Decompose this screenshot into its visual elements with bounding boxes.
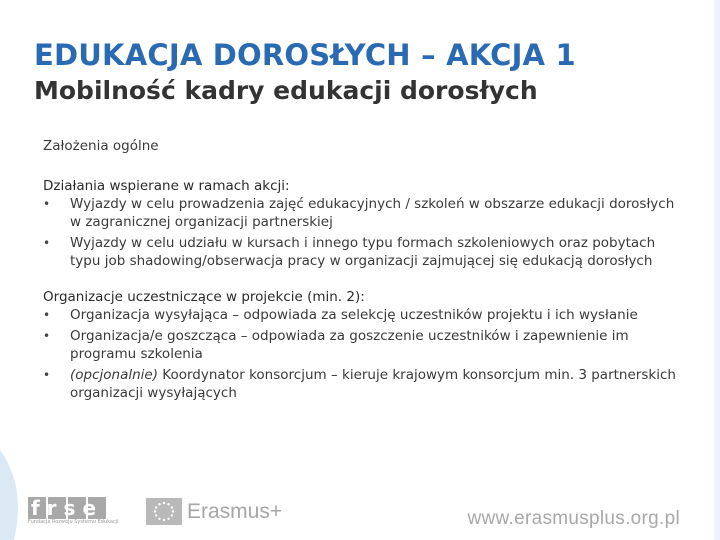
intro-heading: Założenia ogólne [43,138,159,154]
bullet-icon: • [43,329,51,343]
list-item: • Organizacja wysyłająca – odpowiada za selekcję uczestników projektu i ich wysłanie [43,307,638,323]
frse-caption: Fundacja Rozwoju Systemu Edukacji [28,519,119,525]
slide-subtitle: Mobilność kadry edukacji dorosłych [34,76,538,105]
bullet-list [43,306,683,402]
bullet-icon: • [43,368,51,382]
section-heading: Działania wspierane w ramach akcji: [43,178,290,194]
frse-logo-text: frse [30,497,104,520]
list-item: • Wyjazdy w celu prowadzenia zajęć edukacyjnych / szkoleń w obszarze edukacji dorosłych w zagranicznej organizacji partnerskiej [43,196,675,230]
slide-content [43,137,683,402]
website-url[interactable]: www.erasmusplus.org.pl [467,508,680,529]
section-organizations [43,288,683,402]
right-edge-decoration [710,0,720,540]
bullet-icon: • [43,236,51,250]
eu-flag-icon [146,498,182,525]
list-item: • Organizacja/e goszcząca – odpowiada za goszczenie uczestników i zapewnienie im programu szkolenia [43,328,629,362]
section-heading: Organizacje uczestniczące w projekcie (min. 2): [43,289,365,305]
list-item: • (opcjonalnie) Koordynator konsorcjum – kieruje krajowym konsorcjum min. 3 partnerskich organizacji wysyłających [43,367,676,401]
bullet-icon: • [43,197,51,211]
erasmus-logo-text: Erasmus+ [187,500,283,523]
section-activities [43,177,683,270]
slide-title: EDUKACJA DOROSŁYCH – AKCJA 1 [34,38,576,72]
footer-wave-decoration [0,450,30,540]
bullet-list [43,195,683,270]
list-item: • Wyjazdy w celu udziału w kursach i innego typu formach szkoleniowych oraz pobytach typu job shadowing/obserwacja pracy w organizacji zajmującej się edukacją dorosłych [43,235,656,269]
bullet-icon: • [43,308,51,322]
